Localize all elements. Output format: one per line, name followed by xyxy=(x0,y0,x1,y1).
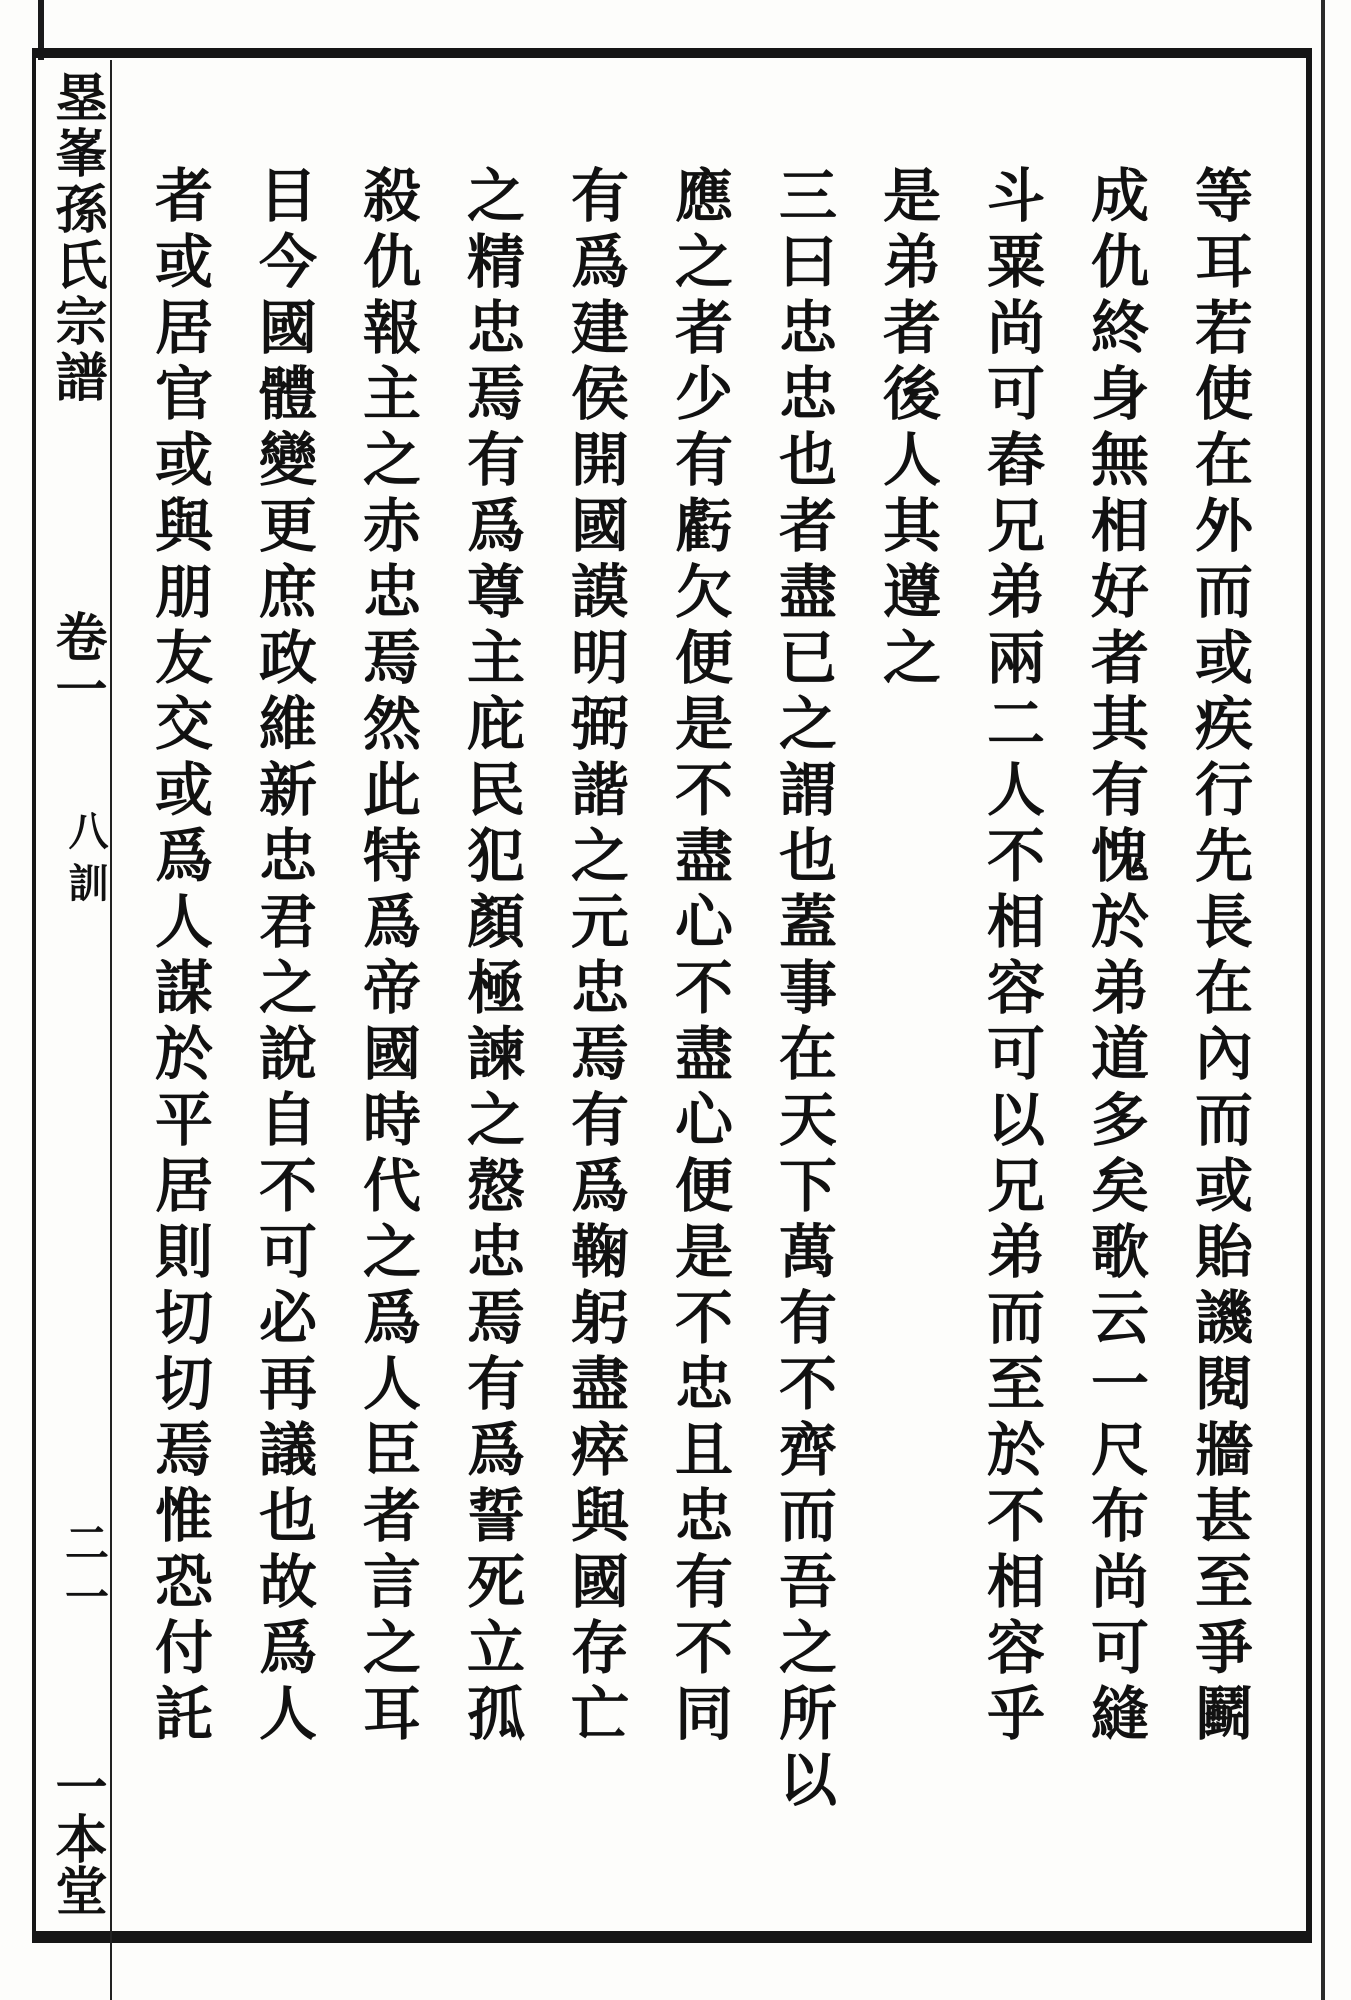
main-text xyxy=(127,165,1271,1925)
text-column: 等耳若使在外而或疾行先長在內而或貽譏閱牆甚至爭鬬 xyxy=(1185,165,1253,1749)
text-column: 者或居官或與朋友交或爲人謀於平居則切切焉惟恐付託 xyxy=(145,165,213,1749)
text-column: 之精忠焉有爲尊主庇民犯顏極諫之慤忠焉有爲誓死立孤 xyxy=(457,165,525,1749)
text-column: 三曰忠忠也者盡已之謂也蓋事在天下萬有不齊而吾之所以 xyxy=(769,165,837,1815)
text-column: 成仇終身無相好者其有愧於弟道多矣歌云一尺布尚可縫 xyxy=(1081,165,1149,1749)
hall-name: 一本堂 xyxy=(46,1760,107,1916)
center-band xyxy=(46,70,114,1930)
scan-edge-mark xyxy=(1321,0,1325,2000)
text-column: 殺仇報主之赤忠焉然此特爲帝國時代之爲人臣者言之耳 xyxy=(353,165,421,1749)
text-column: 斗粟尚可舂兄弟兩二人不相容可以兄弟而至於不相容乎 xyxy=(977,165,1045,1749)
section-label: 八訓 xyxy=(62,810,109,914)
folio-number: 二一 xyxy=(57,1520,108,1628)
text-column: 有爲建侯開國謨明弼諧之元忠焉有爲鞠躬盡瘁與國存亡 xyxy=(561,165,629,1749)
volume-label: 卷一 xyxy=(46,610,107,714)
text-column: 是弟者後人其遵之 xyxy=(873,165,941,693)
band-divider xyxy=(110,60,112,2000)
text-column: 目今國體變更庶政維新忠君之說自不可必再議也故爲人 xyxy=(249,165,317,1749)
text-column: 應之者少有虧欠便是不盡心不盡心便是不忠且忠有不同 xyxy=(665,165,733,1749)
genealogy-title: 塁峯孫氏宗譜 xyxy=(46,70,107,406)
